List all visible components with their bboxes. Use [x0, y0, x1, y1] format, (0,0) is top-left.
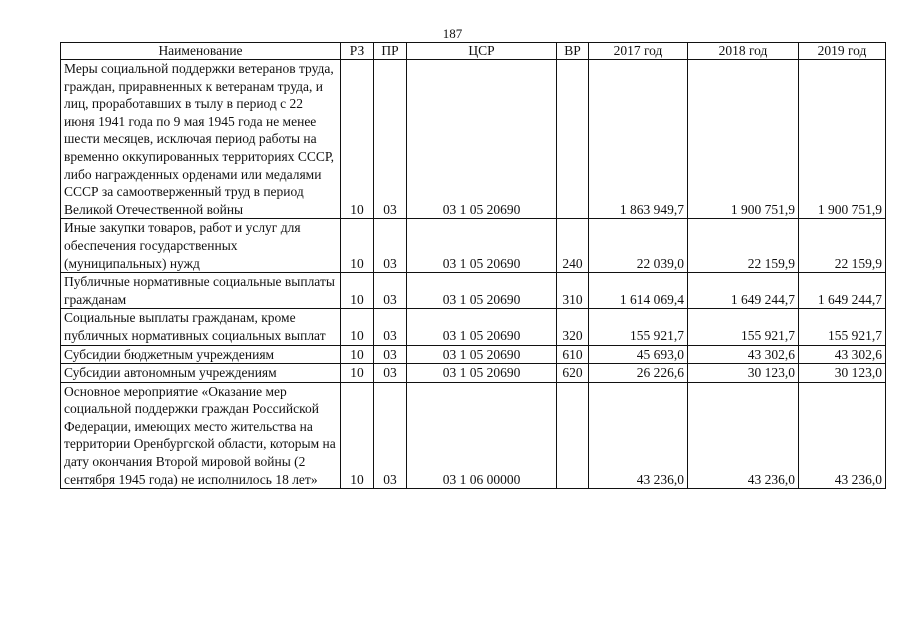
row-name: Субсидии бюджетным учреждениям: [61, 345, 341, 364]
table-row: [61, 219, 886, 273]
row-pr: 03: [374, 364, 407, 383]
col-header-2017: 2017 год: [589, 43, 688, 60]
row-2018: 1 649 244,7: [688, 273, 799, 309]
row-vr: [557, 382, 589, 489]
row-2017: 45 693,0: [589, 345, 688, 364]
row-pr: 03: [374, 382, 407, 489]
row-2017: 26 226,6: [589, 364, 688, 383]
row-rz: 10: [341, 309, 374, 345]
row-csr: 03 1 05 20690: [407, 219, 557, 273]
page-number: 187: [442, 26, 463, 41]
row-2018: 155 921,7: [688, 309, 799, 345]
row-2017: 43 236,0: [589, 382, 688, 489]
row-pr: 03: [374, 60, 407, 219]
row-name: Основное мероприятие «Оказание мер социальной поддержки граждан Российской Федерации, имеющих место жительства на территории Оренбургской области, которым на дату окончания Второй мировой войны (2 сентября 1945 года) не исполнилось 18 лет»: [61, 382, 341, 489]
table-row: [61, 382, 886, 489]
row-pr: 03: [374, 309, 407, 345]
row-2018: 1 900 751,9: [688, 60, 799, 219]
row-rz: 10: [341, 364, 374, 383]
row-2017: 155 921,7: [589, 309, 688, 345]
row-vr: 620: [557, 364, 589, 383]
col-header-vr: ВР: [557, 43, 589, 60]
row-2018: 30 123,0: [688, 364, 799, 383]
row-name: Социальные выплаты гражданам, кроме публичных нормативных социальных выплат: [61, 309, 341, 345]
table-row: [61, 345, 886, 364]
row-2017: 1 863 949,7: [589, 60, 688, 219]
row-2017: 1 614 069,4: [589, 273, 688, 309]
row-2018: 43 236,0: [688, 382, 799, 489]
col-header-name: Наименование: [61, 43, 341, 60]
row-2017: 22 039,0: [589, 219, 688, 273]
row-2019: 1 649 244,7: [799, 273, 886, 309]
row-2019: 22 159,9: [799, 219, 886, 273]
col-header-pr: ПР: [374, 43, 407, 60]
row-vr: [557, 60, 589, 219]
row-rz: 10: [341, 382, 374, 489]
row-pr: 03: [374, 219, 407, 273]
row-csr: 03 1 06 00000: [407, 382, 557, 489]
row-pr: 03: [374, 345, 407, 364]
row-rz: 10: [341, 60, 374, 219]
row-2019: 30 123,0: [799, 364, 886, 383]
header-row: [61, 43, 886, 60]
row-csr: 03 1 05 20690: [407, 364, 557, 383]
row-vr: 610: [557, 345, 589, 364]
row-vr: 320: [557, 309, 589, 345]
row-2019: 43 302,6: [799, 345, 886, 364]
budget-table: [60, 42, 886, 489]
row-name: Публичные нормативные социальные выплаты гражданам: [61, 273, 341, 309]
row-vr: 310: [557, 273, 589, 309]
row-2018: 43 302,6: [688, 345, 799, 364]
col-header-csr: ЦСР: [407, 43, 557, 60]
row-csr: 03 1 05 20690: [407, 60, 557, 219]
row-vr: 240: [557, 219, 589, 273]
table-row: [61, 60, 886, 219]
row-2018: 22 159,9: [688, 219, 799, 273]
col-header-2019: 2019 год: [799, 43, 886, 60]
row-csr: 03 1 05 20690: [407, 345, 557, 364]
table-row: [61, 364, 886, 383]
row-csr: 03 1 05 20690: [407, 273, 557, 309]
row-rz: 10: [341, 273, 374, 309]
row-rz: 10: [341, 219, 374, 273]
row-csr: 03 1 05 20690: [407, 309, 557, 345]
row-name: Иные закупки товаров, работ и услуг для обеспечения государственных (муниципальных) нужд: [61, 219, 341, 273]
row-2019: 1 900 751,9: [799, 60, 886, 219]
row-rz: 10: [341, 345, 374, 364]
row-2019: 155 921,7: [799, 309, 886, 345]
col-header-rz: РЗ: [341, 43, 374, 60]
row-pr: 03: [374, 273, 407, 309]
row-name: Меры социальной поддержки ветеранов труда, граждан, приравненных к ветеранам труда, и лиц, проработавших в тылу в период с 22 июня 1941 года по 9 мая 1945 года не менее шести месяцев, исключая период работы на временно оккупированных территориях СССР, либо награжденных орденами или медалями СССР за самоотверженный труд в период Великой Отечественной войны: [61, 60, 341, 219]
table-row: [61, 309, 886, 345]
row-name: Субсидии автономным учреждениям: [61, 364, 341, 383]
table-row: [61, 273, 886, 309]
col-header-2018: 2018 год: [688, 43, 799, 60]
row-2019: 43 236,0: [799, 382, 886, 489]
